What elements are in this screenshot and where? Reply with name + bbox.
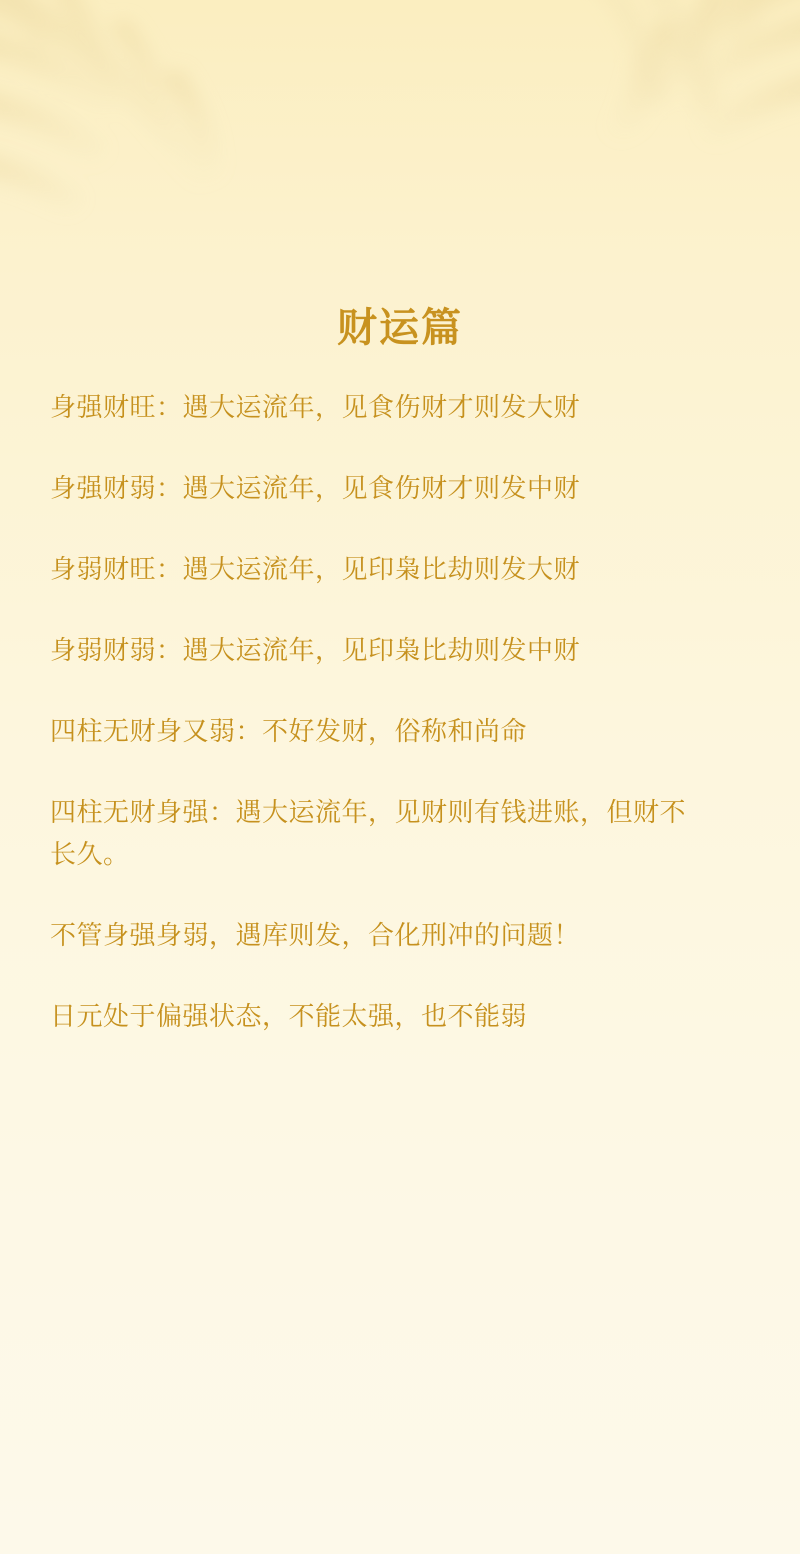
content-list xyxy=(50,386,710,1076)
list-item: 身弱财旺：遇大运流年，见印枭比劫则发大财 xyxy=(50,554,581,584)
list-item: 四柱无财身又弱：不好发财，俗称和尚命 xyxy=(50,716,528,746)
list-item: 身强财旺：遇大运流年，见食伤财才则发大财 xyxy=(50,392,581,422)
list-item: 四柱无财身强：遇大运流年，见财则有钱进账，但财不长久。 xyxy=(50,797,687,869)
list-item: 不管身强身弱，遇库则发，合化刑冲的问题！ xyxy=(50,920,581,950)
list-item: 身弱财弱：遇大运流年，见印枭比劫则发中财 xyxy=(50,635,581,665)
page-title: 财运篇 xyxy=(337,306,463,350)
list-item: 身强财弱：遇大运流年，见食伤财才则发中财 xyxy=(50,473,581,503)
list-item: 日元处于偏强状态，不能太强，也不能弱 xyxy=(50,1001,528,1031)
